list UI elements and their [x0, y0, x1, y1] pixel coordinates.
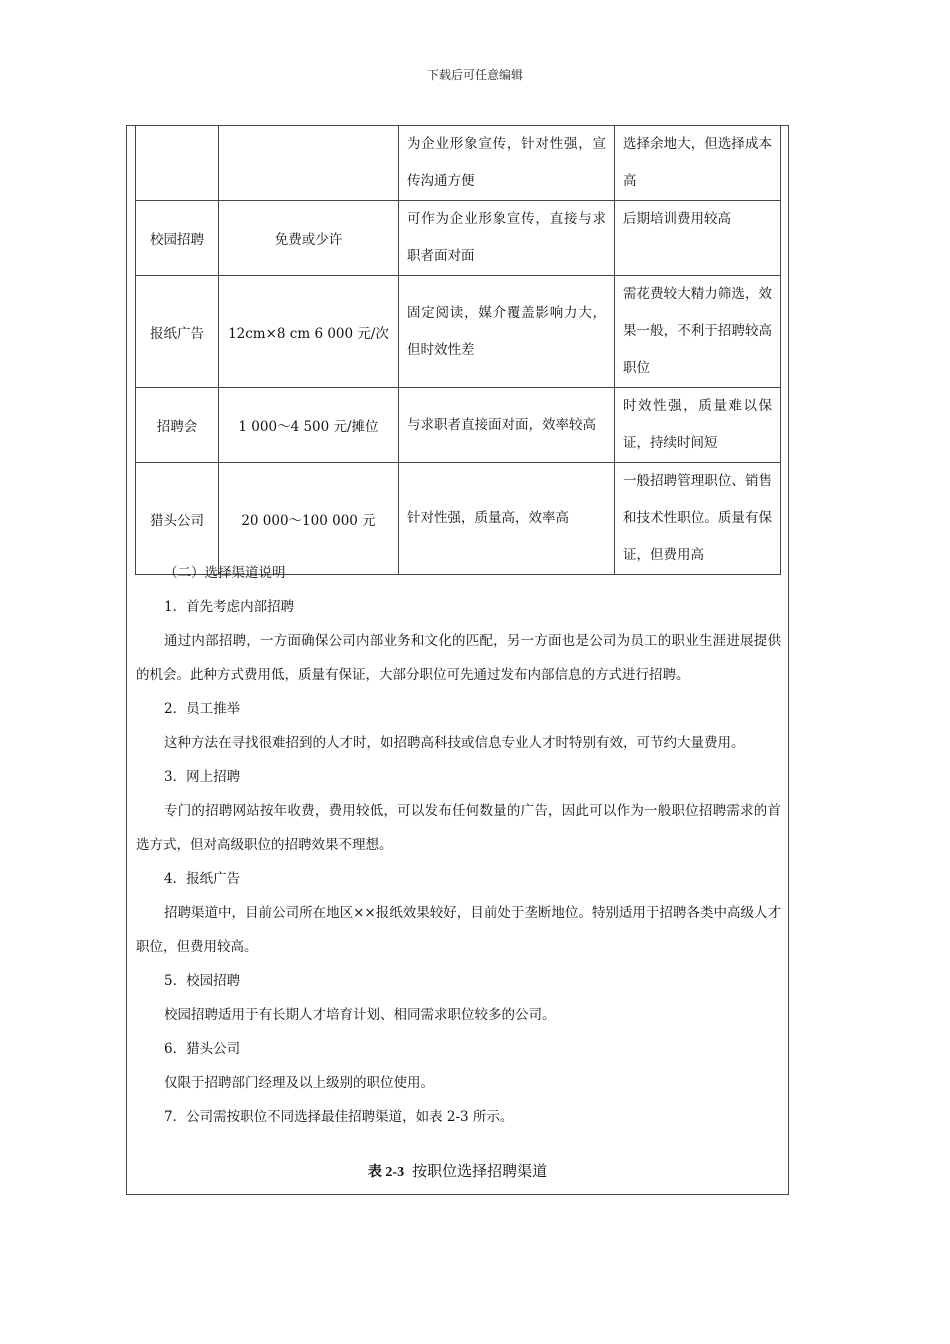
advantage-cell: 为企业形象宣传，针对性强，宣传沟通方便 — [399, 126, 615, 201]
table-row — [136, 276, 781, 388]
channel-cell: 招聘会 — [136, 388, 219, 463]
item-paragraph: 仅限于招聘部门经理及以上级别的职位使用。 — [164, 1075, 434, 1091]
recruitment-channel-table — [135, 125, 781, 575]
item-heading: 1．首先考虑内部招聘 — [164, 599, 295, 615]
item-paragraph: 通过内部招聘，一方面确保公司内部业务和文化的匹配，另一方面也是公司为员工的职业生涯进展提供的机会。此种方式费用低，质量有保证，大部分职位可先通过发布内部信息的方式进行招聘。 — [136, 633, 781, 683]
cost-cell: 免费或少许 — [219, 201, 399, 276]
section-title: （二）选择渠道说明 — [164, 565, 286, 581]
channel-cell — [136, 126, 219, 201]
advantage-cell: 固定阅读，媒介覆盖影响力大，但时效性差 — [399, 276, 615, 388]
disadvantage-cell: 需花费较大精力筛选，效果一般，不利于招聘较高职位 — [615, 276, 781, 388]
item-heading: 5．校园招聘 — [164, 973, 241, 989]
item-heading: 4．报纸广告 — [164, 871, 241, 887]
page-header: 下载后可任意编辑 — [426, 68, 523, 82]
item-heading: 2．员工推举 — [164, 701, 241, 717]
cost-cell — [219, 126, 399, 201]
table-caption — [126, 1160, 789, 1181]
item-paragraph: 招聘渠道中，目前公司所在地区××报纸效果较好，目前处于垄断地位。特别适用于招聘各类中高级人才职位，但费用较高。 — [136, 905, 781, 955]
table-title: 按职位选择招聘渠道 — [412, 1162, 548, 1180]
closing-line: 7．公司需按职位不同选择最佳招聘渠道，如表 2-3 所示。 — [164, 1109, 514, 1125]
table-number: 表 2-3 — [367, 1165, 405, 1180]
table-row — [136, 201, 781, 276]
disadvantage-cell: 一般招聘管理职位、销售和技术性职位。质量有保证，但费用高 — [615, 463, 781, 575]
advantage-cell: 针对性强，质量高，效率高 — [399, 463, 615, 575]
channel-cell: 猎头公司 — [136, 463, 219, 575]
item-paragraph: 这种方法在寻找很难招到的人才时，如招聘高科技或信息专业人才时特别有效，可节约大量费用。 — [164, 735, 745, 751]
disadvantage-cell: 后期培训费用较高 — [615, 201, 781, 276]
item-heading: 6．猎头公司 — [164, 1041, 241, 1057]
channel-cell: 报纸广告 — [136, 276, 219, 388]
item-heading: 3．网上招聘 — [164, 769, 241, 785]
disadvantage-cell: 时效性强，质量难以保证，持续时间短 — [615, 388, 781, 463]
cost-cell: 12cm×8 cm 6 000 元/次 — [219, 276, 399, 388]
table-row — [136, 126, 781, 201]
cost-cell: 1 000～4 500 元/摊位 — [219, 388, 399, 463]
item-paragraph: 校园招聘适用于有长期人才培育计划、相同需求职位较多的公司。 — [164, 1007, 556, 1023]
table-row — [136, 388, 781, 463]
advantage-cell: 可作为企业形象宣传，直接与求职者面对面 — [399, 201, 615, 276]
item-paragraph: 专门的招聘网站按年收费，费用较低，可以发布任何数量的广告，因此可以作为一般职位招聘需求的首选方式，但对高级职位的招聘效果不理想。 — [136, 803, 781, 853]
advantage-cell: 与求职者直接面对面，效率较高 — [399, 388, 615, 463]
channel-explanation — [136, 556, 781, 1134]
disadvantage-cell: 选择余地大，但选择成本高 — [615, 126, 781, 201]
cost-cell: 20 000～100 000 元 — [219, 463, 399, 575]
channel-cell: 校园招聘 — [136, 201, 219, 276]
